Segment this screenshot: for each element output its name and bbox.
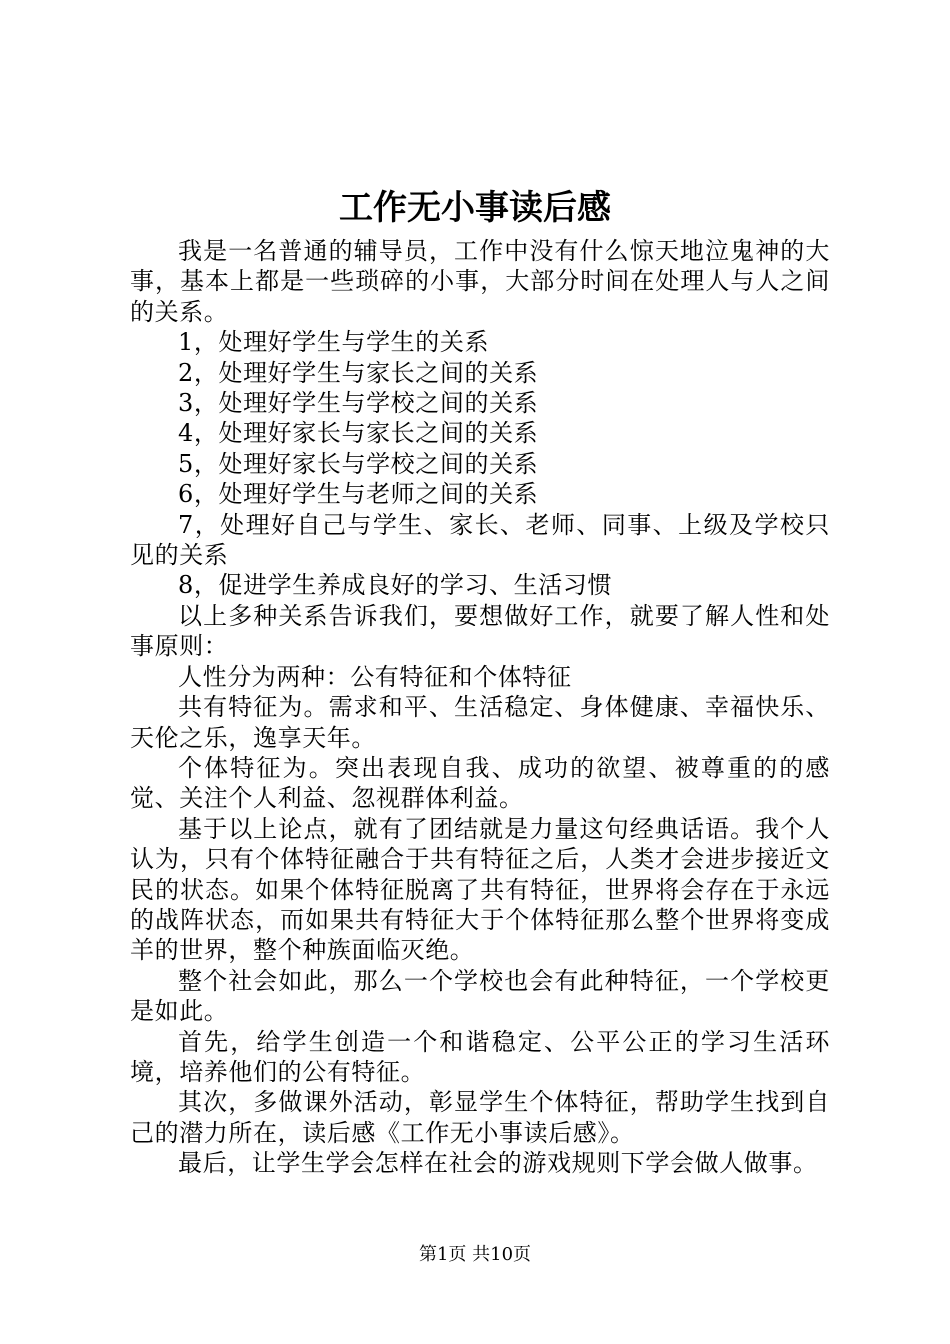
document-title: 工作无小事读后感 — [339, 188, 611, 228]
list-item: 8，促进学生养成良好的学习、生活习惯 — [178, 571, 613, 600]
paragraph: 个体特征为。突出表现自我、成功的欲望、被尊重的的感觉、关注个人利益、忽视群体利益。 — [130, 753, 830, 813]
paragraph: 人性分为两种：公有特征和个体特征 — [178, 662, 572, 691]
list-item: 3，处理好学生与学校之间的关系 — [178, 389, 539, 418]
paragraph: 共有特征为。需求和平、生活稳定、身体健康、幸福快乐、天伦之乐，逸享天年。 — [130, 693, 830, 752]
paragraph: 首先，给学生创造一个和谐稳定、公平公正的学习生活环境，培养他们的公有特征。 — [130, 1027, 830, 1086]
paragraph: 其次，多做课外活动，彰显学生个体特征，帮助学生找到自己的潜力所在，读后感《工作无小事读后感》。 — [130, 1088, 830, 1147]
paragraph: 我是一名普通的辅导员，工作中没有什么惊天地泣鬼神的大事，基本上都是一些琐碎的小事，大部分时间在处理人与人之间的关系。 — [130, 237, 830, 326]
document-body — [130, 236, 830, 1179]
paragraph: 最后，让学生学会怎样在社会的游戏规则下学会做人做事。 — [178, 1149, 818, 1178]
paragraph: 基于以上论点，就有了团结就是力量这句经典话语。我个人认为，只有个体特征融合于共有特征之后，人类才会进步接近文民的状态。如果个体特征脱离了共有特征，世界将会存在于永远的战阵状态，而如果共有特征大于个体特征那么整个世界将变成羊的世界，整个种族面临灭绝。 — [130, 814, 830, 965]
list-item: 7，处理好自己与学生、家长、老师、同事、上级及学校只见的关系 — [130, 510, 830, 570]
list-item: 1，处理好学生与学生的关系 — [178, 328, 490, 357]
page-footer: 第1页 共10页 — [418, 1244, 532, 1265]
list-item: 6，处理好学生与老师之间的关系 — [178, 480, 539, 509]
paragraph: 整个社会如此，那么一个学校也会有此种特征，一个学校更是如此。 — [130, 966, 830, 1026]
list-item: 4，处理好家长与家长之间的关系 — [178, 419, 539, 448]
list-item: 5，处理好家长与学校之间的关系 — [178, 449, 539, 478]
paragraph: 以上多种关系告诉我们，要想做好工作，就要了解人性和处事原则： — [130, 601, 830, 661]
list-item: 2，处理好学生与家长之间的关系 — [178, 358, 539, 387]
